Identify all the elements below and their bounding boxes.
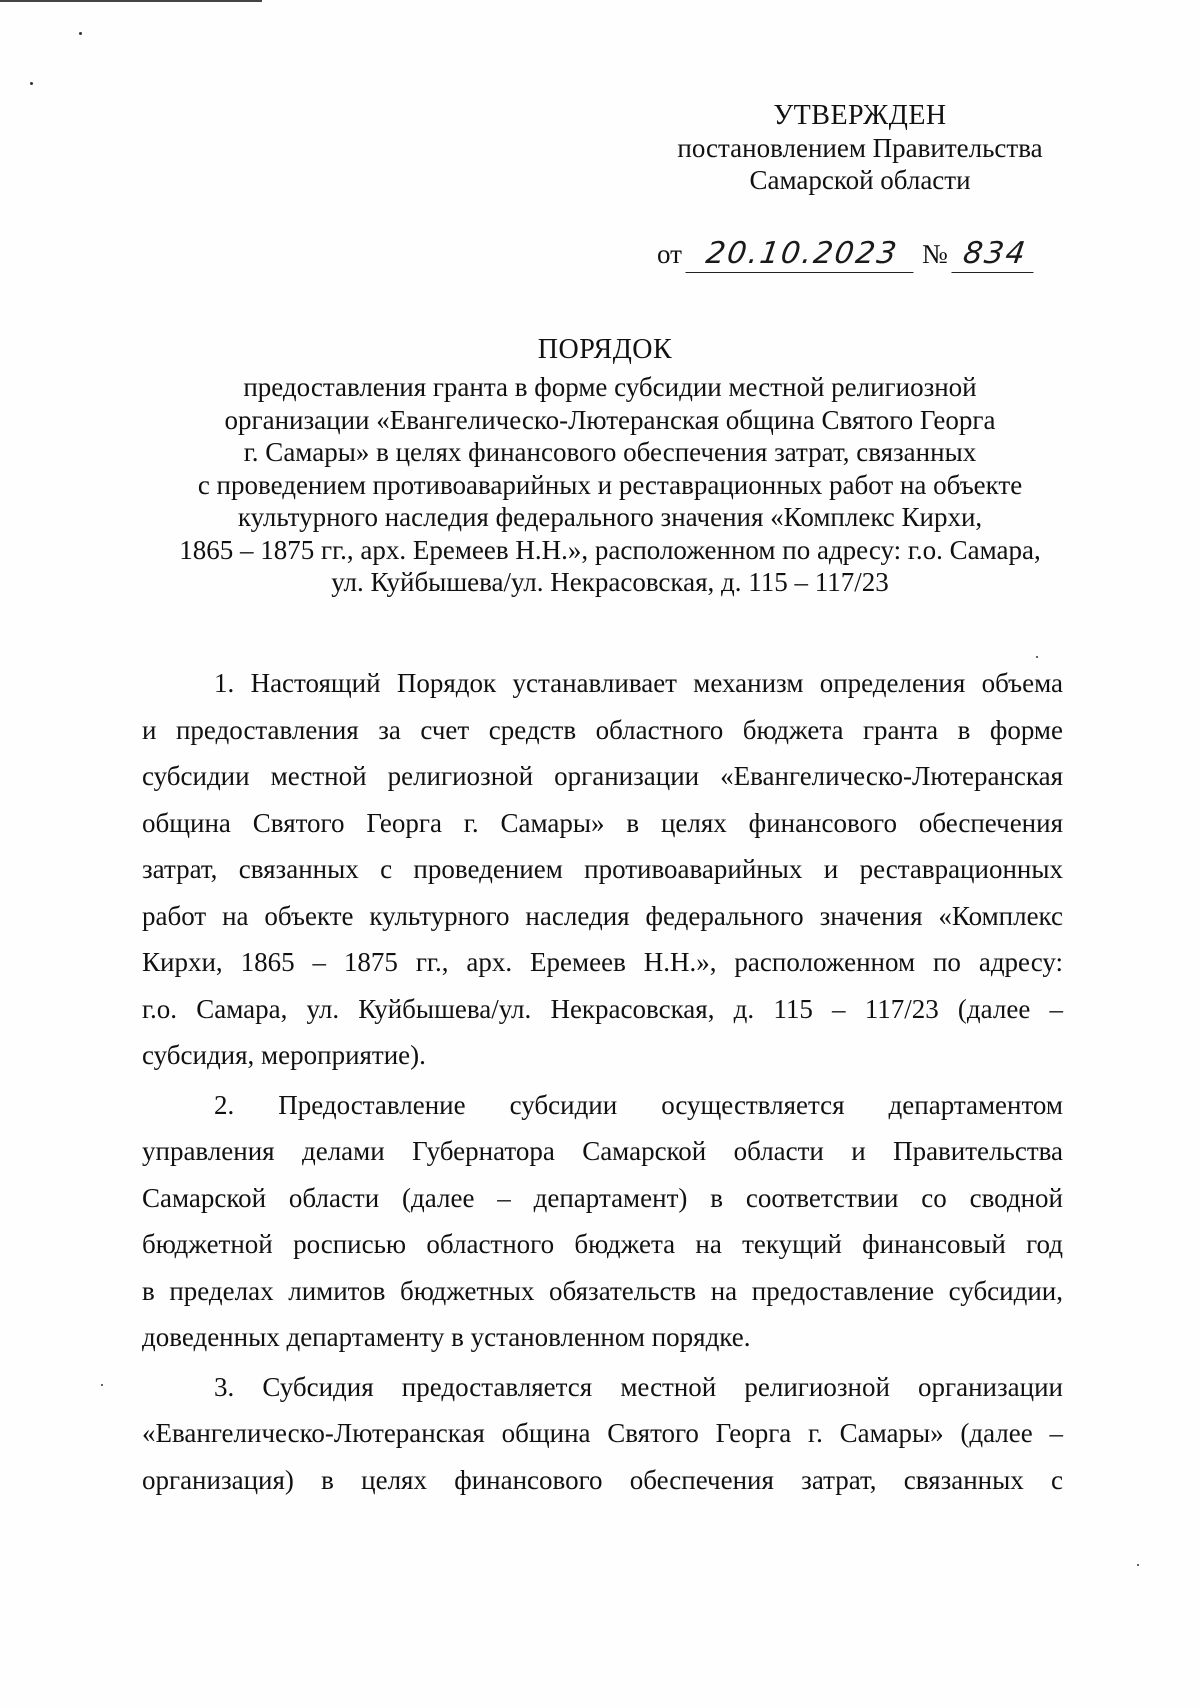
scan-speck	[101, 1384, 103, 1386]
decree-number: 834	[951, 236, 1038, 273]
paragraph-1	[142, 660, 1063, 1079]
paragraph-line: затрат, связанных с проведением противоаварийных и реставрационных	[142, 854, 1063, 884]
subtitle-line: предоставления гранта в форме субсидии местной религиозной	[243, 372, 977, 402]
document-title: ПОРЯДОК	[537, 334, 673, 365]
paragraph-line: 3. Субсидия предоставляется местной религиозной организации	[214, 1371, 1063, 1402]
paragraph-line: субсидия, мероприятие).	[142, 1040, 426, 1070]
decree-date: 20.10.2023	[685, 236, 918, 273]
decree-prefix: от	[657, 239, 682, 269]
paragraph-line: «Евангелическо-Лютеранская община Святого Георга г. Самары» (далее –	[142, 1418, 1063, 1448]
paragraph-line: организация) в целях финансового обеспечения затрат, связанных с	[142, 1464, 1063, 1495]
scan-speck	[1137, 1564, 1139, 1566]
scan-speck	[30, 82, 33, 85]
paragraph-line: в пределах лимитов бюджетных обязательств на предоставление субсидии,	[142, 1275, 1063, 1306]
subtitle-line: организации «Евангелическо-Лютеранская община Святого Георга	[224, 404, 996, 435]
paragraph-line: управления делами Губернатора Самарской области и Правительства	[142, 1136, 1063, 1166]
subtitle-line: г. Самары» в целях финансового обеспечения затрат, связанных	[243, 437, 977, 467]
subtitle-line: 1865 – 1875 гг., арх. Еремеев Н.Н.», расположенном по адресу: г.о. Самара,	[179, 534, 1041, 565]
document-subtitle	[120, 371, 1100, 599]
paragraph-line: бюджетной росписью областного бюджета на текущий финансовый год	[142, 1229, 1063, 1259]
paragraph-line: община Святого Георга г. Самары» в целях финансового обеспечения	[142, 807, 1063, 838]
approval-stamp-block	[620, 100, 1100, 196]
subtitle-line: с проведением противоаварийных и реставрационных работ на объекте	[197, 469, 1023, 500]
approval-line: Самарской области	[749, 165, 971, 195]
decree-number-sign: №	[921, 239, 948, 269]
paragraph-line: доведенных департаменту в установленном порядке.	[142, 1322, 751, 1352]
paragraph-3	[142, 1364, 1063, 1504]
paragraph-line: субсидии местной религиозной организации «Евангелическо-Лютеранская	[142, 761, 1063, 791]
document-body	[142, 660, 1063, 1506]
paragraph-line: работ на объекте культурного наследия федерального значения «Комплекс	[142, 900, 1063, 931]
paragraph-line: и предоставления за счет средств областного бюджета гранта в форме	[142, 714, 1063, 745]
scan-artifact-line	[0, 0, 262, 2]
decree-date-number	[657, 232, 1097, 276]
paragraph-line: Кирхи, 1865 – 1875 гг., арх. Еремеев Н.Н.», расположенном по адресу:	[142, 947, 1063, 977]
subtitle-line: ул. Куйбышева/ул. Некрасовская, д. 115 – 117/23	[331, 567, 889, 597]
scan-speck	[79, 32, 82, 35]
approval-title: УТВЕРЖДЕН	[773, 100, 947, 131]
approval-line: постановлением Правительства	[677, 133, 1043, 163]
paragraph-line: Самарской области (далее – департамент) в соответствии со сводной	[142, 1182, 1063, 1213]
paragraph-line: 2. Предоставление субсидии осуществляется департаментом	[214, 1089, 1063, 1120]
paragraph-line: 1. Настоящий Порядок устанавливает механизм определения объема	[214, 668, 1063, 698]
subtitle-line: культурного наследия федерального значения «Комплекс Кирхи,	[237, 502, 983, 532]
paragraph-line: г.о. Самара, ул. Куйбышева/ул. Некрасовская, д. 115 – 117/23 (далее –	[142, 993, 1063, 1024]
paragraph-2	[142, 1082, 1063, 1361]
scan-speck	[1036, 656, 1038, 658]
